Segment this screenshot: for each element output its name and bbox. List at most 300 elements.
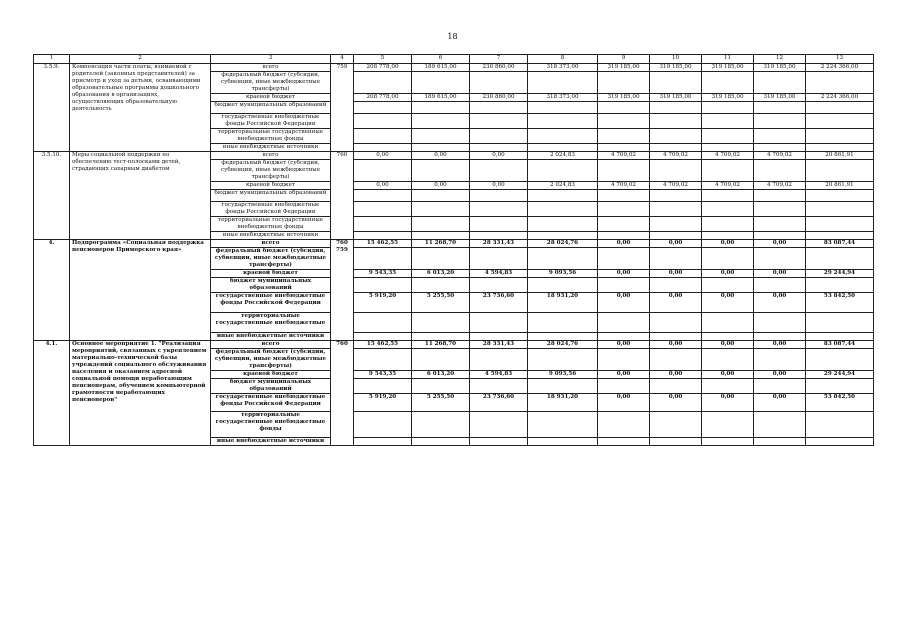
amount-cell bbox=[412, 411, 470, 437]
amount-cell bbox=[598, 216, 650, 231]
budget-table bbox=[33, 54, 874, 446]
funding-source: государственные внебюджетные фонды Российской Федерации bbox=[211, 113, 331, 128]
funding-source: краевой бюджет bbox=[211, 93, 331, 101]
amount-cell bbox=[412, 231, 470, 239]
amount-cell: 0,00 bbox=[702, 370, 754, 378]
header-cell: 1 bbox=[34, 55, 70, 64]
amount-cell bbox=[528, 143, 598, 151]
amount-cell bbox=[806, 143, 874, 151]
amount-cell bbox=[754, 143, 806, 151]
funding-source: федеральный бюджет (субсидии, субвенции, иные межбюджетные трансферты) bbox=[211, 348, 331, 370]
funding-source: федеральный бюджет (субсидии, субвенции, иные межбюджетные трансферты) bbox=[211, 159, 331, 181]
amount-cell bbox=[806, 332, 874, 340]
amount-cell bbox=[412, 201, 470, 216]
amount-cell bbox=[528, 231, 598, 239]
amount-cell: 29 244,94 bbox=[806, 269, 874, 277]
amount-cell bbox=[528, 437, 598, 445]
amount-cell bbox=[528, 332, 598, 340]
amount-cell bbox=[754, 189, 806, 201]
amount-cell: 319 185,00 bbox=[598, 64, 650, 72]
amount-cell: 0,00 bbox=[754, 269, 806, 277]
amount-cell bbox=[650, 159, 702, 181]
amount-cell bbox=[412, 101, 470, 113]
funding-source: бюджет муниципальных образований bbox=[211, 378, 331, 393]
amount-cell bbox=[470, 332, 528, 340]
amount-cell bbox=[412, 378, 470, 393]
amount-cell bbox=[470, 101, 528, 113]
amount-cell bbox=[806, 159, 874, 181]
item-title: Меры социальной поддержки по обеспечению тест-полосками детей, страдающих сахарным диабетом bbox=[70, 151, 211, 239]
amount-cell: 11 268,70 bbox=[412, 340, 470, 348]
budget-code: 760 bbox=[331, 151, 354, 239]
amount-cell bbox=[650, 201, 702, 216]
amount-cell: 0,00 bbox=[598, 340, 650, 348]
amount-cell bbox=[528, 128, 598, 143]
amount-cell: 189 615,00 bbox=[412, 93, 470, 101]
amount-cell: 4 709,02 bbox=[598, 181, 650, 189]
amount-cell bbox=[754, 72, 806, 94]
amount-cell bbox=[650, 378, 702, 393]
amount-cell bbox=[470, 247, 528, 269]
amount-cell bbox=[702, 159, 754, 181]
amount-cell: 6 013,20 bbox=[412, 370, 470, 378]
amount-cell: 230 860,00 bbox=[470, 64, 528, 72]
amount-cell: 2 024,83 bbox=[528, 181, 598, 189]
amount-cell bbox=[354, 143, 412, 151]
amount-cell bbox=[598, 332, 650, 340]
amount-cell: 0,00 bbox=[702, 239, 754, 247]
amount-cell bbox=[354, 312, 412, 332]
amount-cell bbox=[412, 143, 470, 151]
funding-source: всего bbox=[211, 151, 331, 159]
amount-cell: 18 931,20 bbox=[528, 292, 598, 312]
amount-cell bbox=[470, 159, 528, 181]
funding-source: краевой бюджет bbox=[211, 181, 331, 189]
amount-cell bbox=[598, 101, 650, 113]
amount-cell: 0,00 bbox=[598, 239, 650, 247]
funding-source: территориальные государственные внебюджетные bbox=[211, 312, 331, 332]
amount-cell bbox=[598, 277, 650, 292]
amount-cell: 9 093,56 bbox=[528, 370, 598, 378]
amount-cell: 318 373,00 bbox=[528, 64, 598, 72]
amount-cell: 319 185,00 bbox=[702, 93, 754, 101]
amount-cell: 9 093,56 bbox=[528, 269, 598, 277]
amount-cell: 11 268,70 bbox=[412, 239, 470, 247]
amount-cell: 0,00 bbox=[650, 340, 702, 348]
amount-cell: 319 185,00 bbox=[754, 64, 806, 72]
amount-cell bbox=[598, 113, 650, 128]
amount-cell: 0,00 bbox=[598, 269, 650, 277]
amount-cell: 4 709,02 bbox=[650, 181, 702, 189]
amount-cell bbox=[754, 101, 806, 113]
funding-source: краевой бюджет bbox=[211, 370, 331, 378]
budget-code: 760 bbox=[331, 340, 354, 445]
amount-cell: 53 842,50 bbox=[806, 393, 874, 411]
amount-cell bbox=[354, 113, 412, 128]
item-title: Основное мероприятие 1. "Реализация мероприятий, связанных с укреплением материально-технической базы учреждений социального обслуживания населения и оказанием адресной социальной помощи неработающим пенсионерам, обучением компьютерной грамотности неработающих пенсионеров" bbox=[70, 340, 211, 445]
amount-cell bbox=[598, 128, 650, 143]
amount-cell bbox=[650, 101, 702, 113]
amount-cell bbox=[754, 201, 806, 216]
funding-source: иные внебюджетные источники bbox=[211, 332, 331, 340]
table-row bbox=[34, 340, 874, 348]
amount-cell bbox=[598, 348, 650, 370]
amount-cell bbox=[412, 247, 470, 269]
amount-cell: 28 331,43 bbox=[470, 340, 528, 348]
amount-cell bbox=[470, 348, 528, 370]
amount-cell: 0,00 bbox=[470, 151, 528, 159]
funding-source: территориальные государственные внебюджетные фонды bbox=[211, 128, 331, 143]
funding-source: государственные внебюджетные фонды Российской Федерации bbox=[211, 201, 331, 216]
amount-cell: 0,00 bbox=[754, 239, 806, 247]
amount-cell: 208 778,00 bbox=[354, 64, 412, 72]
amount-cell bbox=[754, 159, 806, 181]
amount-cell: 318 373,00 bbox=[528, 93, 598, 101]
amount-cell: 5 919,20 bbox=[354, 292, 412, 312]
amount-cell bbox=[806, 348, 874, 370]
amount-cell bbox=[702, 143, 754, 151]
amount-cell bbox=[470, 216, 528, 231]
header-cell: 3 bbox=[211, 55, 331, 64]
amount-cell bbox=[650, 143, 702, 151]
amount-cell bbox=[354, 72, 412, 94]
amount-cell bbox=[754, 277, 806, 292]
amount-cell: 28 024,76 bbox=[528, 340, 598, 348]
amount-cell: 0,00 bbox=[650, 269, 702, 277]
amount-cell: 4 709,02 bbox=[598, 151, 650, 159]
amount-cell: 29 244,94 bbox=[806, 370, 874, 378]
amount-cell bbox=[702, 231, 754, 239]
header-cell: 10 bbox=[650, 55, 702, 64]
amount-cell bbox=[650, 128, 702, 143]
item-title: Подпрограмма «Социальная поддержка пенсионеров Приморского края» bbox=[70, 239, 211, 340]
amount-cell: 4 709,02 bbox=[754, 181, 806, 189]
amount-cell bbox=[528, 312, 598, 332]
amount-cell bbox=[470, 72, 528, 94]
amount-cell: 0,00 bbox=[650, 239, 702, 247]
header-cell: 8 bbox=[528, 55, 598, 64]
amount-cell bbox=[354, 247, 412, 269]
table-row bbox=[34, 239, 874, 247]
amount-cell: 0,00 bbox=[650, 292, 702, 312]
header-cell: 7 bbox=[470, 55, 528, 64]
amount-cell bbox=[470, 277, 528, 292]
header-row bbox=[34, 55, 874, 64]
amount-cell bbox=[650, 216, 702, 231]
amount-cell: 0,00 bbox=[354, 181, 412, 189]
amount-cell bbox=[598, 247, 650, 269]
amount-cell: 4 594,83 bbox=[470, 370, 528, 378]
amount-cell: 15 462,55 bbox=[354, 340, 412, 348]
amount-cell bbox=[806, 128, 874, 143]
amount-cell bbox=[702, 216, 754, 231]
amount-cell bbox=[702, 113, 754, 128]
amount-cell bbox=[702, 348, 754, 370]
amount-cell: 319 185,00 bbox=[650, 93, 702, 101]
amount-cell: 6 013,20 bbox=[412, 269, 470, 277]
amount-cell bbox=[412, 128, 470, 143]
amount-cell bbox=[470, 143, 528, 151]
item-number: 4.1. bbox=[34, 340, 70, 445]
amount-cell: 0,00 bbox=[702, 269, 754, 277]
amount-cell bbox=[412, 189, 470, 201]
amount-cell bbox=[528, 101, 598, 113]
table-row bbox=[34, 151, 874, 159]
amount-cell bbox=[598, 378, 650, 393]
amount-cell bbox=[528, 113, 598, 128]
amount-cell: 0,00 bbox=[470, 181, 528, 189]
amount-cell bbox=[412, 72, 470, 94]
amount-cell bbox=[412, 348, 470, 370]
amount-cell bbox=[354, 231, 412, 239]
amount-cell: 4 709,02 bbox=[754, 151, 806, 159]
amount-cell bbox=[412, 437, 470, 445]
amount-cell bbox=[598, 143, 650, 151]
amount-cell: 2 224 366,00 bbox=[806, 64, 874, 72]
amount-cell bbox=[754, 411, 806, 437]
amount-cell: 319 185,00 bbox=[598, 93, 650, 101]
amount-cell bbox=[470, 231, 528, 239]
amount-cell bbox=[412, 277, 470, 292]
amount-cell bbox=[528, 159, 598, 181]
amount-cell: 4 709,02 bbox=[702, 181, 754, 189]
amount-cell: 0,00 bbox=[650, 370, 702, 378]
amount-cell bbox=[754, 231, 806, 239]
amount-cell bbox=[354, 101, 412, 113]
amount-cell bbox=[806, 247, 874, 269]
amount-cell bbox=[470, 411, 528, 437]
amount-cell: 23 736,60 bbox=[470, 393, 528, 411]
amount-cell bbox=[754, 113, 806, 128]
amount-cell: 83 087,44 bbox=[806, 239, 874, 247]
amount-cell: 5 255,50 bbox=[412, 393, 470, 411]
amount-cell: 319 185,00 bbox=[650, 64, 702, 72]
amount-cell bbox=[354, 411, 412, 437]
amount-cell: 0,00 bbox=[412, 151, 470, 159]
amount-cell: 189 615,00 bbox=[412, 64, 470, 72]
amount-cell bbox=[650, 247, 702, 269]
amount-cell: 0,00 bbox=[754, 292, 806, 312]
funding-source: бюджет муниципальных образований bbox=[211, 277, 331, 292]
amount-cell bbox=[412, 312, 470, 332]
amount-cell: 28 331,43 bbox=[470, 239, 528, 247]
amount-cell bbox=[470, 128, 528, 143]
amount-cell: 0,00 bbox=[702, 340, 754, 348]
amount-cell bbox=[754, 332, 806, 340]
header-cell: 13 bbox=[806, 55, 874, 64]
amount-cell: 20 861,91 bbox=[806, 181, 874, 189]
amount-cell bbox=[528, 378, 598, 393]
amount-cell bbox=[470, 312, 528, 332]
amount-cell: 2 024,83 bbox=[528, 151, 598, 159]
amount-cell: 9 543,35 bbox=[354, 269, 412, 277]
amount-cell: 20 861,91 bbox=[806, 151, 874, 159]
amount-cell bbox=[528, 72, 598, 94]
amount-cell bbox=[528, 247, 598, 269]
header-cell: 2 bbox=[70, 55, 211, 64]
amount-cell bbox=[806, 312, 874, 332]
amount-cell bbox=[354, 348, 412, 370]
amount-cell bbox=[354, 437, 412, 445]
amount-cell: 4 709,02 bbox=[702, 151, 754, 159]
header-cell: 4 bbox=[331, 55, 354, 64]
amount-cell: 0,00 bbox=[354, 151, 412, 159]
amount-cell bbox=[470, 189, 528, 201]
amount-cell bbox=[806, 277, 874, 292]
amount-cell bbox=[754, 437, 806, 445]
amount-cell: 319 185,00 bbox=[702, 64, 754, 72]
amount-cell bbox=[702, 72, 754, 94]
amount-cell bbox=[598, 411, 650, 437]
amount-cell bbox=[354, 216, 412, 231]
amount-cell bbox=[598, 312, 650, 332]
header-cell: 11 bbox=[702, 55, 754, 64]
amount-cell bbox=[650, 332, 702, 340]
amount-cell bbox=[702, 101, 754, 113]
header-cell: 5 bbox=[354, 55, 412, 64]
amount-cell bbox=[354, 378, 412, 393]
amount-cell: 0,00 bbox=[702, 393, 754, 411]
funding-source: краевой бюджет bbox=[211, 269, 331, 277]
amount-cell bbox=[354, 277, 412, 292]
amount-cell bbox=[806, 378, 874, 393]
amount-cell bbox=[702, 437, 754, 445]
amount-cell: 0,00 bbox=[598, 393, 650, 411]
funding-source: бюджет муниципальных образований bbox=[211, 101, 331, 113]
amount-cell bbox=[702, 189, 754, 201]
amount-cell: 208 778,00 bbox=[354, 93, 412, 101]
amount-cell bbox=[754, 247, 806, 269]
amount-cell bbox=[806, 72, 874, 94]
amount-cell bbox=[598, 201, 650, 216]
amount-cell: 28 024,76 bbox=[528, 239, 598, 247]
amount-cell: 15 462,55 bbox=[354, 239, 412, 247]
amount-cell: 5 919,20 bbox=[354, 393, 412, 411]
amount-cell: 2 224 366,00 bbox=[806, 93, 874, 101]
amount-cell: 230 860,00 bbox=[470, 93, 528, 101]
amount-cell bbox=[354, 201, 412, 216]
funding-source: федеральный бюджет (субсидии, субвенции, иные межбюджетные трансферты) bbox=[211, 247, 331, 269]
amount-cell bbox=[650, 312, 702, 332]
amount-cell: 0,00 bbox=[754, 340, 806, 348]
funding-source: государственные внебюджетные фонды Российской Федерации bbox=[211, 393, 331, 411]
funding-source: территориальные государственные внебюджетные фонды bbox=[211, 411, 331, 437]
item-number: 3.5.9. bbox=[34, 64, 70, 152]
budget-code: 759 bbox=[331, 64, 354, 152]
amount-cell: 4 594,83 bbox=[470, 269, 528, 277]
amount-cell bbox=[650, 231, 702, 239]
amount-cell: 9 543,35 bbox=[354, 370, 412, 378]
amount-cell: 0,00 bbox=[598, 292, 650, 312]
amount-cell: 0,00 bbox=[754, 370, 806, 378]
funding-source: государственные внебюджетные фонды Российской Федерации bbox=[211, 292, 331, 312]
amount-cell bbox=[470, 378, 528, 393]
funding-source: иные внебюджетные источники bbox=[211, 437, 331, 445]
amount-cell bbox=[650, 437, 702, 445]
amount-cell bbox=[412, 216, 470, 231]
amount-cell: 18 931,20 bbox=[528, 393, 598, 411]
amount-cell bbox=[806, 189, 874, 201]
header-cell: 9 bbox=[598, 55, 650, 64]
amount-cell bbox=[650, 277, 702, 292]
amount-cell bbox=[528, 201, 598, 216]
amount-cell bbox=[702, 411, 754, 437]
amount-cell bbox=[528, 189, 598, 201]
budget-code: 760 759 bbox=[331, 239, 354, 340]
amount-cell bbox=[754, 216, 806, 231]
amount-cell bbox=[702, 247, 754, 269]
amount-cell bbox=[702, 312, 754, 332]
amount-cell bbox=[470, 113, 528, 128]
amount-cell bbox=[598, 231, 650, 239]
amount-cell bbox=[754, 378, 806, 393]
amount-cell: 5 255,50 bbox=[412, 292, 470, 312]
amount-cell: 319 185,00 bbox=[754, 93, 806, 101]
amount-cell bbox=[650, 113, 702, 128]
header-cell: 12 bbox=[754, 55, 806, 64]
amount-cell bbox=[650, 348, 702, 370]
amount-cell bbox=[702, 378, 754, 393]
amount-cell: 83 087,44 bbox=[806, 340, 874, 348]
amount-cell bbox=[528, 348, 598, 370]
amount-cell bbox=[806, 411, 874, 437]
amount-cell bbox=[528, 277, 598, 292]
amount-cell bbox=[806, 231, 874, 239]
amount-cell bbox=[702, 332, 754, 340]
amount-cell: 0,00 bbox=[598, 370, 650, 378]
amount-cell bbox=[806, 201, 874, 216]
amount-cell bbox=[754, 312, 806, 332]
amount-cell bbox=[470, 437, 528, 445]
funding-source: иные внебюджетные источники bbox=[211, 143, 331, 151]
amount-cell bbox=[354, 159, 412, 181]
funding-source: всего bbox=[211, 340, 331, 348]
header-cell: 6 bbox=[412, 55, 470, 64]
amount-cell: 0,00 bbox=[650, 393, 702, 411]
amount-cell bbox=[702, 277, 754, 292]
amount-cell bbox=[650, 189, 702, 201]
amount-cell bbox=[412, 113, 470, 128]
amount-cell: 4 709,02 bbox=[650, 151, 702, 159]
amount-cell bbox=[354, 189, 412, 201]
item-number: 3.5.10. bbox=[34, 151, 70, 239]
amount-cell bbox=[650, 72, 702, 94]
item-number: 4. bbox=[34, 239, 70, 340]
amount-cell: 53 842,50 bbox=[806, 292, 874, 312]
amount-cell bbox=[754, 128, 806, 143]
amount-cell bbox=[528, 216, 598, 231]
amount-cell: 23 736,60 bbox=[470, 292, 528, 312]
amount-cell bbox=[702, 128, 754, 143]
amount-cell bbox=[598, 72, 650, 94]
item-title: Компенсация части платы, взимаемой с родителей (законных представителей) за присмотр и уход за детьми, осваивающими образовательные программы дошкольного образования в организациях, осуществляющих образовательную деятельность bbox=[70, 64, 211, 152]
amount-cell bbox=[470, 201, 528, 216]
page-number: 18 bbox=[447, 32, 458, 41]
amount-cell bbox=[806, 216, 874, 231]
amount-cell bbox=[806, 437, 874, 445]
amount-cell bbox=[650, 411, 702, 437]
funding-source: территориальные государственные внебюджетные фонды bbox=[211, 216, 331, 231]
amount-cell bbox=[598, 189, 650, 201]
funding-source: всего bbox=[211, 239, 331, 247]
amount-cell: 0,00 bbox=[412, 181, 470, 189]
amount-cell: 0,00 bbox=[754, 393, 806, 411]
amount-cell bbox=[806, 113, 874, 128]
amount-cell: 0,00 bbox=[702, 292, 754, 312]
table-row bbox=[34, 64, 874, 72]
amount-cell bbox=[354, 128, 412, 143]
funding-source: всего bbox=[211, 64, 331, 72]
